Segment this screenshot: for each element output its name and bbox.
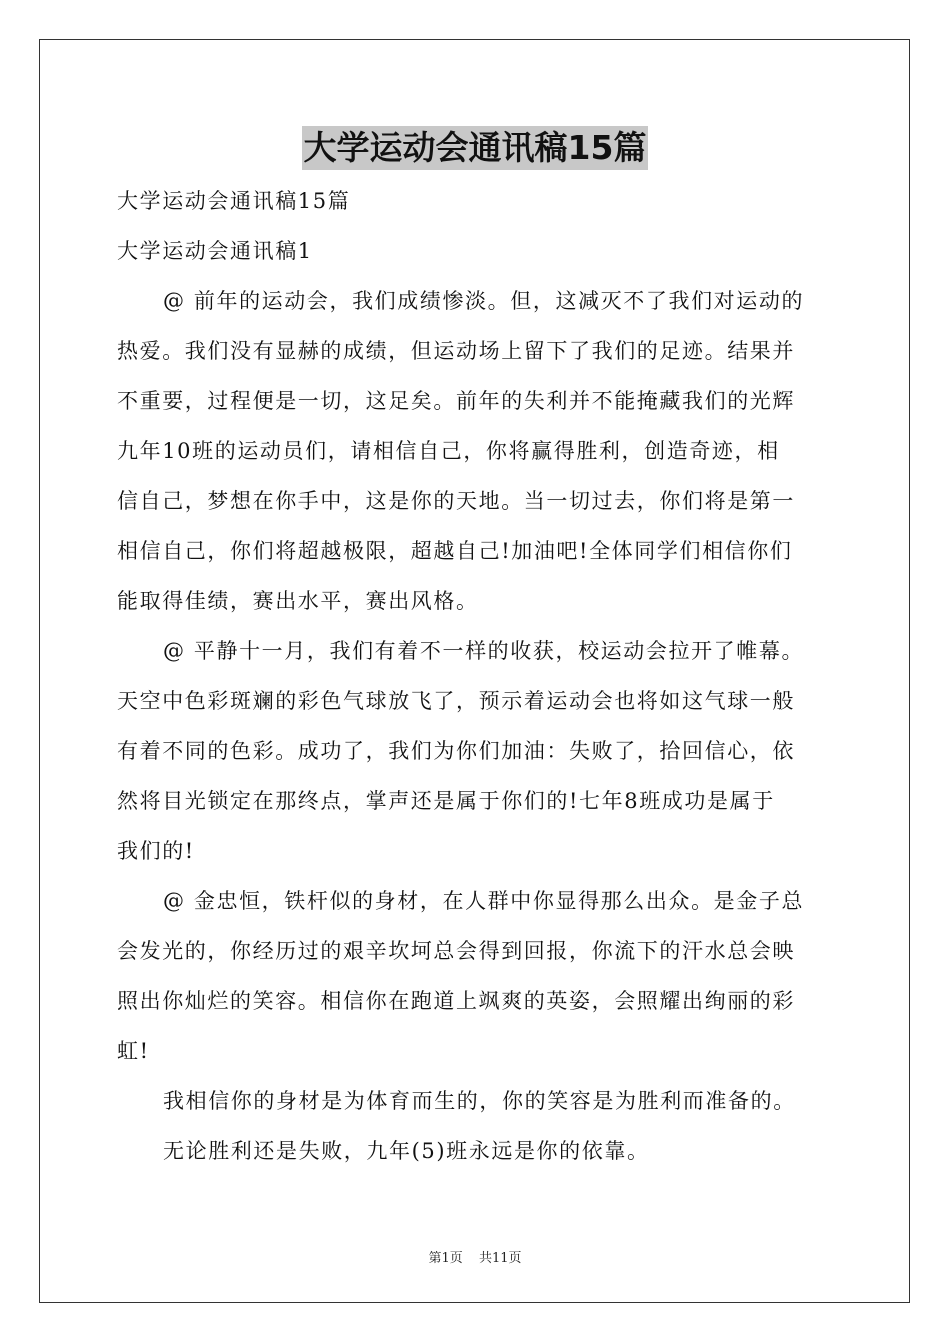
text-line: 虹! xyxy=(117,1039,150,1063)
document-title: 大学运动会通讯稿15篇 xyxy=(302,126,649,170)
text-line: 有着不同的色彩。成功了，我们为你们加油：失败了，拾回信心，依 xyxy=(117,739,795,763)
text-line: 信自己，梦想在你手中，这是你的天地。当一切过去，你们将是第一 xyxy=(117,489,795,513)
text-line: @ 平静十一月，我们有着不一样的收获，校运动会拉开了帷幕。 xyxy=(163,639,805,663)
text-line: 然将目光锁定在那终点，掌声还是属于你们的!七年8班成功是属于 xyxy=(117,789,775,813)
text-line: 我们的! xyxy=(117,839,195,863)
text-line: 会发光的，你经历过的艰辛坎坷总会得到回报，你流下的汗水总会映 xyxy=(117,939,795,963)
text-line: 能取得佳绩，赛出水平，赛出风格。 xyxy=(117,589,479,613)
subtitle: 大学运动会通讯稿15篇 xyxy=(117,189,351,213)
page-footer xyxy=(0,1247,950,1266)
text-line: @ 前年的运动会，我们成绩惨淡。但，这减灭不了我们对运动的 xyxy=(163,289,805,313)
title-wrap xyxy=(0,126,950,170)
section-heading: 大学运动会通讯稿1 xyxy=(117,239,313,263)
text-line: 相信自己，你们将超越极限，超越自己!加油吧!全体同学们相信你们 xyxy=(117,539,793,563)
text-line: 九年10班的运动员们，请相信自己，你将赢得胜利，创造奇迹，相 xyxy=(117,439,780,463)
text-line: 无论胜利还是失败，九年(5)班永远是你的依靠。 xyxy=(163,1139,650,1163)
text-line: @ 金忠恒，铁杆似的身材，在人群中你显得那么出众。是金子总 xyxy=(163,889,805,913)
text-line: 热爱。我们没有显赫的成绩，但运动场上留下了我们的足迹。结果并 xyxy=(117,339,795,363)
text-line: 不重要，过程便是一切，这足矣。前年的失利并不能掩藏我们的光辉 xyxy=(117,389,795,413)
page-number: 第1页 xyxy=(428,1251,463,1266)
text-line: 照出你灿烂的笑容。相信你在跑道上飒爽的英姿，会照耀出绚丽的彩 xyxy=(117,989,795,1013)
paragraph-lines xyxy=(117,276,835,1176)
document-body xyxy=(117,176,835,1176)
text-line: 我相信你的身材是为体育而生的，你的笑容是为胜利而准备的。 xyxy=(163,1089,796,1113)
text-line: 天空中色彩斑斓的彩色气球放飞了，预示着运动会也将如这气球一般 xyxy=(117,689,795,713)
total-pages: 共11页 xyxy=(478,1251,522,1266)
